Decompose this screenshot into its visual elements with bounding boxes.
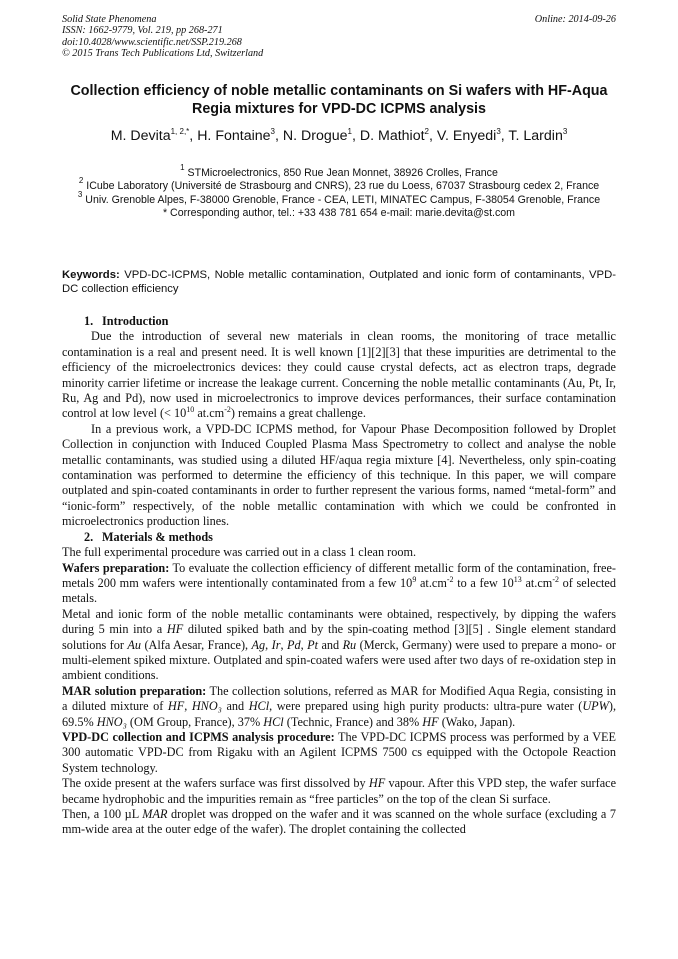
affiliation (62, 189, 616, 207)
affiliations (62, 163, 616, 220)
issn-line: ISSN: 1662-9779, Vol. 219, pp 268-271 (62, 25, 223, 37)
text-run: Then, a 100 µL (62, 807, 143, 821)
affiliation-number: 2 (78, 176, 84, 186)
author-affil-sup: 1, 2,* (170, 127, 190, 136)
online-date: Online: 2014-09-26 (534, 14, 616, 25)
paragraph-lead: VPD-DC collection and ICPMS analysis procedure: (62, 729, 335, 744)
author-name: D. Mathiot (359, 128, 425, 144)
text-run: (Technic, France) and 38% (283, 714, 423, 729)
text-run: (Wako, Japan). (438, 714, 516, 729)
section-number: 2. (84, 529, 94, 544)
text-run: at.cm (416, 575, 447, 590)
text-run: Ir (271, 637, 281, 652)
paragraph-lead: MAR solution preparation: (62, 683, 207, 698)
affiliation-number: 3 (77, 189, 83, 199)
text-run: Metal and ionic form of the noble metallic contaminants were obtained, respectively, by dipping the wafers during 5 min into a (62, 606, 616, 637)
text-run: and (318, 637, 343, 652)
paper-body (62, 314, 616, 838)
text-run: HNO₃ (191, 699, 222, 714)
text-run: ), 69.5% (62, 699, 617, 729)
text-run: Ru (342, 637, 357, 652)
author-affil-sup: 2 (424, 127, 429, 136)
keywords-text: VPD-DC-ICPMS, Noble metallic contamination, Outplated and ionic form of contaminants, VPD-DC collection efficiency (62, 269, 617, 295)
text-run: HCl (263, 714, 284, 729)
author-affil-sup: 3 (496, 127, 501, 136)
text-run: (Merck, Germany) were used to prepare a mono- or multi-element spiked mixture. Outplated and spin-coated wafers were used after two days of re-oxidation step in ambient conditions. (62, 637, 617, 683)
text-run: The VPD-DC ICPMS process was performed by a VEE 300 automatic VPD-DC from Rigaku with an Agilent ICPMS 7500 cs equipped with the Octopole Reaction System technology. (62, 729, 617, 775)
text-run: , (265, 637, 272, 652)
keywords-label: Keywords: (62, 269, 120, 281)
section-heading-methods (62, 530, 616, 545)
text-run: , (184, 699, 192, 714)
text-run: to a few 10 (453, 575, 514, 590)
methods-paragraph-wafers (62, 561, 616, 607)
text-run: droplet was dropped on the wafer and it was scanned on the whole surface (excluding a 7 mm-wide area at the outer edge of the wafer). The droplet containing the collected (62, 807, 616, 837)
text-run: at.cm (194, 406, 225, 421)
text-run: HF (368, 776, 386, 791)
author-affil-sup: 1 (347, 127, 352, 136)
text-run: at.cm (521, 575, 553, 590)
author-name: H. Fontaine (197, 128, 271, 144)
section-number: 1. (84, 314, 94, 328)
text-run: Pt (307, 637, 319, 652)
superscript: -2 (552, 574, 559, 584)
text-run: HF (422, 714, 439, 729)
superscript: 10 (186, 405, 195, 415)
text-run: (Alfa Aesar, France), (141, 637, 252, 652)
text-run: HF (167, 699, 185, 714)
text-run: The oxide present at the wafers surface was first dissolved by (62, 776, 369, 791)
superscript: -2 (446, 574, 454, 584)
text-run: MAR (142, 807, 168, 821)
text-run: vapour. After this VPD step, the wafer surface became hydrophobic and the impurities remain as “free particles” on the top of the clean Si surface. (62, 776, 617, 806)
methods-paragraph-mar (62, 684, 616, 730)
affiliation-number: 1 (180, 163, 185, 172)
affiliation-text: ICube Laboratory (Université de Strasbourg and CNRS), 23 rue du Loess, 67037 Strasbourg cedex 2, France (86, 180, 600, 193)
author-name: M. Devita (110, 128, 171, 144)
methods-paragraph-droplet (62, 807, 616, 838)
author-affil-sup: 3 (270, 127, 275, 136)
methods-paragraph-intro: The full experimental procedure was carried out in a class 1 clean room. (62, 545, 417, 560)
journal-name: Solid State Phenomena (62, 14, 157, 25)
intro-paragraph-2: In a previous work, a VPD-DC ICPMS method, for Vapour Phase Decomposition followed by Droplet Collection in conjunction with Induced Coupled Plasma Mass Spectrometry to collect and analyse the noble metallic contaminants, was studied using a diluted HF/aqua regia mixture [4]. Nevertheless, only spin-coating contamination was performed to determine the efficiency of this technique. In this paper, we will compare outplated and spin-coated contaminants in order to further represent the various forms, named “metal-form” and “ionic-form” respectively, of the noble metallic contamination with which we could be confronted in microelectronics production lines. (62, 421, 616, 529)
text-run: The collection solutions, referred as MAR for Modified Aqua Regia, consisting in a diluted mixture of (62, 683, 616, 714)
superscript: 9 (412, 574, 417, 584)
affiliation-text: Univ. Grenoble Alpes, F-38000 Grenoble, France - CEA, LETI, MINATEC Campus, F-38054 Grenoble, France (85, 193, 601, 206)
text-run: HF (166, 622, 184, 637)
keywords (62, 268, 616, 296)
text-run: Due the introduction of several new materials in clean rooms, the monitoring of trace metallic contamination is a real and present need. It is well known [1][2][3] that these impurities are detrimental to the efficiency of the microelectronics devices: they could cause crystal defects, act as electron traps, degrade minority carrier lifetime or increase the leakage current. Concerning the noble metallic contaminants (Au, Pt, Ir, Ru, Ag and Pd), now used in microelectronics to improve devices performances, their surface contamination control at low level (< 10 (62, 329, 616, 421)
text-run: Ag (251, 637, 266, 652)
section-title: Introduction (102, 314, 169, 328)
methods-paragraph-vpd (62, 730, 616, 776)
text-run: To evaluate the collection efficiency of different metallic form of the contamination, free-metals 200 mm wafers were intentionally contaminated from a few 10 (62, 560, 616, 590)
text-run: , were prepared using high purity products: ultra-pure water ( (269, 699, 583, 714)
text-run: HCl (248, 699, 270, 714)
text-run: UPW (582, 699, 609, 714)
affiliation (62, 176, 616, 193)
copyright-line: © 2015 Trans Tech Publications Ltd, Switzerland (62, 48, 264, 60)
text-run: , (300, 637, 308, 652)
intro-paragraph-1 (62, 329, 616, 421)
text-run: (OM Group, France), 37% (126, 714, 264, 729)
text-run: and (221, 699, 249, 714)
paragraph-lead: Wafers preparation: (62, 560, 170, 575)
methods-paragraph-metal-form (62, 607, 616, 684)
corresponding-author: * Corresponding author, tel.: +33 438 781 654 e-mail: marie.devita@st.com (162, 206, 515, 219)
author-affil-sup: 3 (562, 127, 568, 136)
author-name: V. Enyedi (436, 128, 497, 144)
text-run: diluted spiked bath and by the spin-coating method [3][5] . Single element standard solutions for (62, 622, 616, 652)
affiliation (62, 163, 616, 180)
superscript: 13 (513, 574, 522, 584)
text-run: Au (127, 637, 142, 652)
author-name: T. Lardin (508, 128, 563, 144)
journal-header (62, 14, 616, 60)
author-list: M. Devita$^{1, 2,*}$, H. Fontaine$^3$, N. Drogue$^1$, D. Mathiot$^2$, V. Enyedi$^3$, T. Lardin$^3$ (110, 127, 568, 144)
text-run: of selected metals. (62, 575, 616, 606)
methods-paragraph-oxide (62, 776, 616, 807)
text-run: Pd (287, 637, 301, 652)
superscript: -2 (224, 405, 231, 415)
section-title: Materials & methods (102, 529, 213, 544)
affiliation-text: STMicroelectronics, 850 Rue Jean Monnet, 38926 Crolles, France (187, 167, 498, 179)
paper-title: Collection efficiency of noble metallic contaminants on Si wafers with HF-Aqua Regia mixtures for VPD-DC ICPMS analysis (70, 83, 608, 117)
author-name: N. Drogue (282, 128, 348, 144)
text-run: ) remains a great challenge. (230, 406, 366, 421)
doi-line: doi:10.4028/www.scientific.net/SSP.219.268 (62, 36, 242, 48)
text-run: , (280, 637, 288, 652)
section-heading-introduction (62, 314, 616, 329)
text-run: HNO₃ (96, 714, 127, 729)
